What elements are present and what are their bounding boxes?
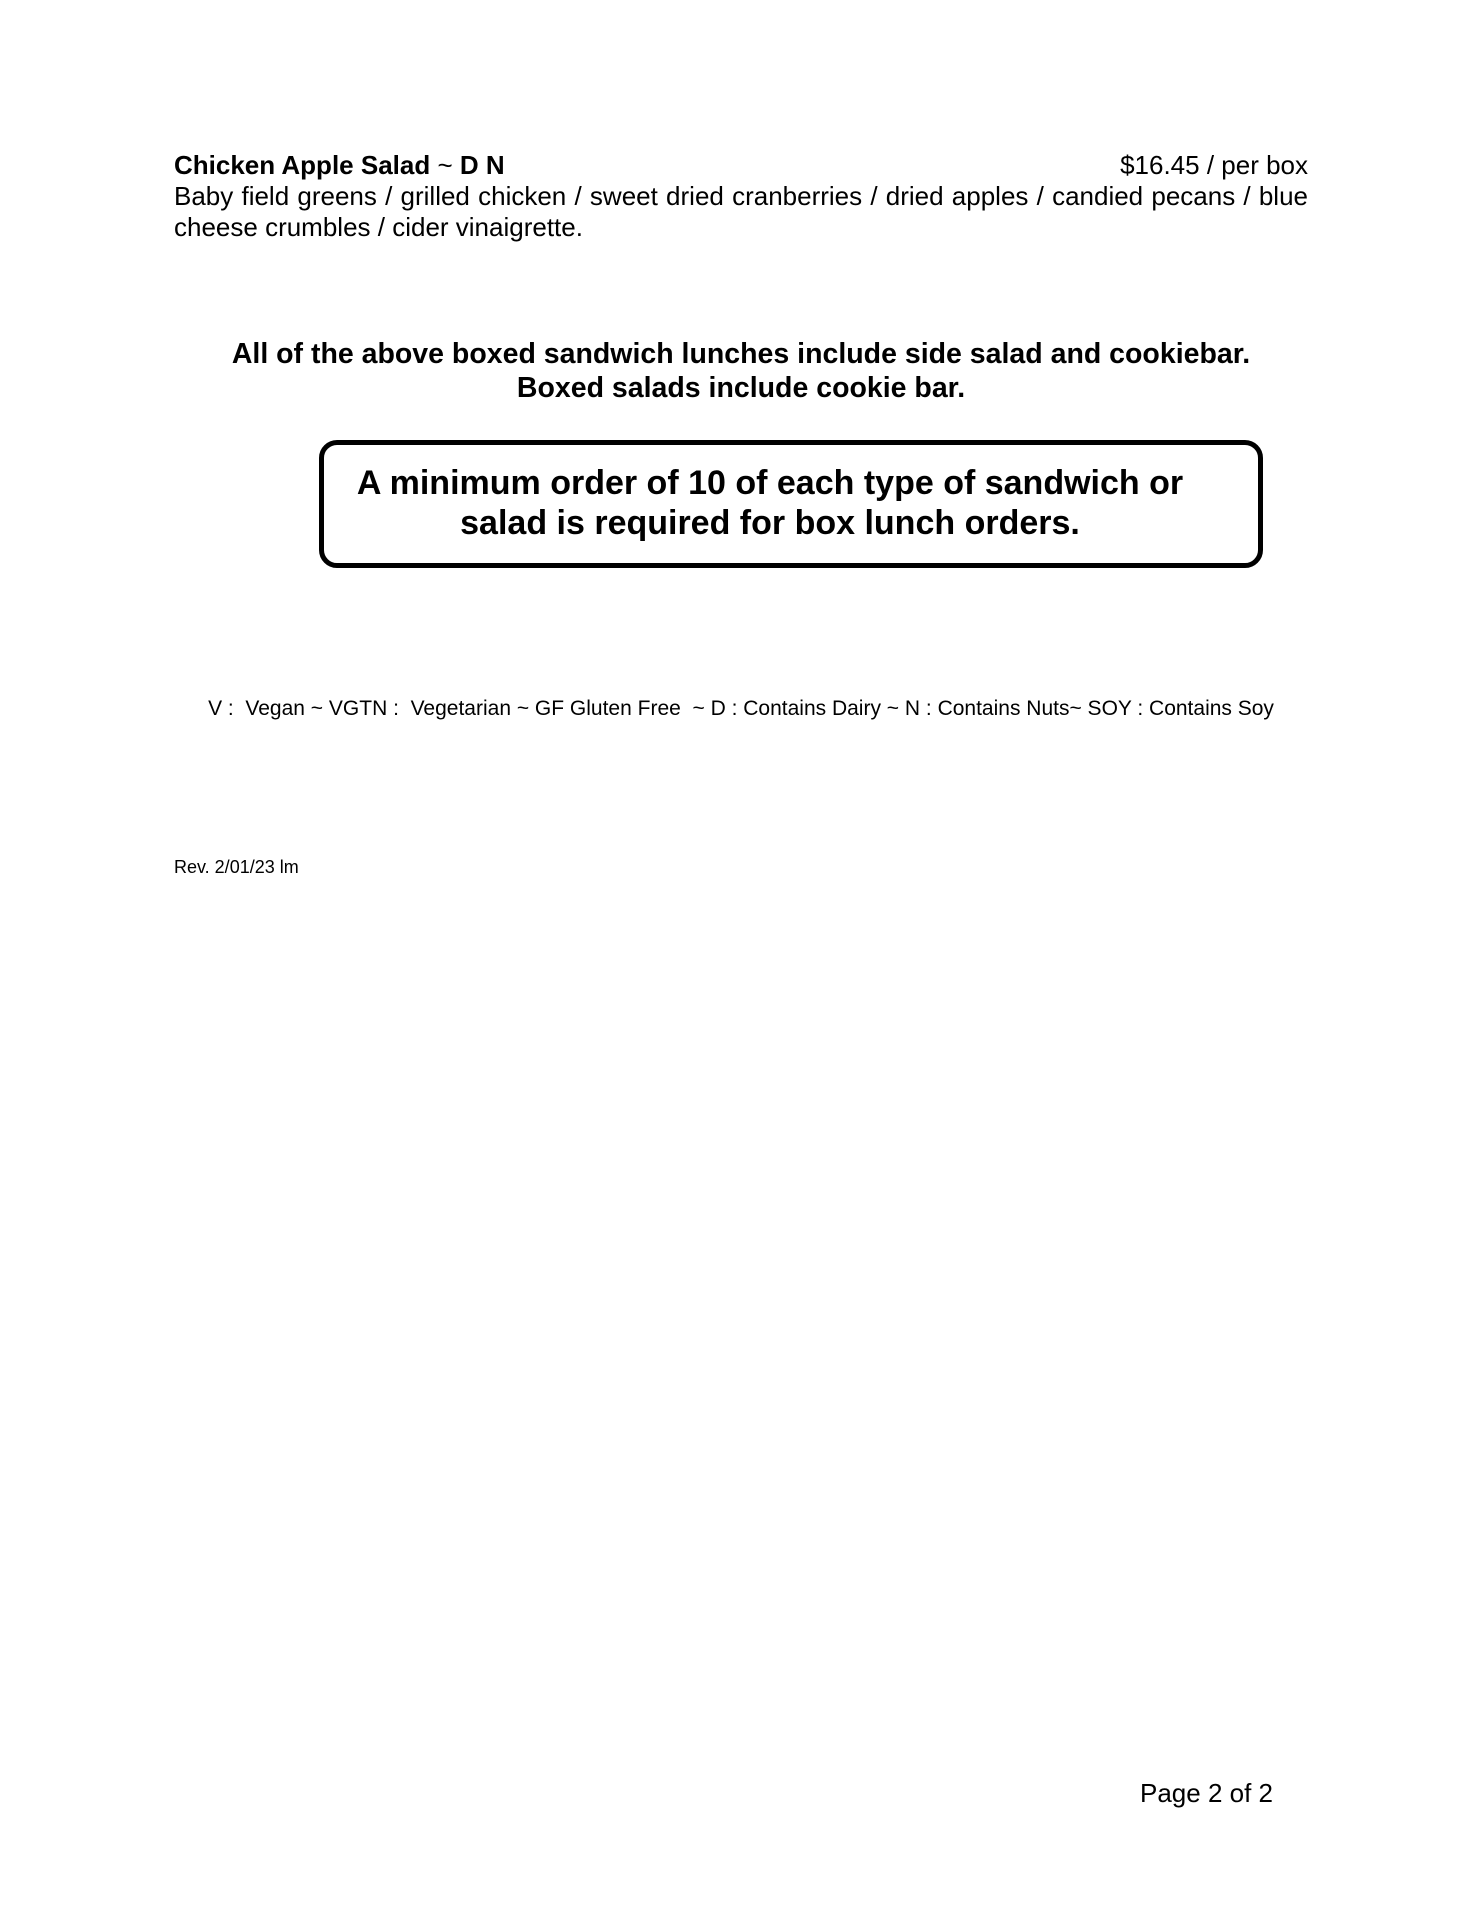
- revision-note: Rev. 2/01/23 lm: [174, 857, 299, 877]
- minimum-order-text: [355, 463, 1185, 543]
- includes-line-2: Boxed salads include cookie bar.: [516, 372, 966, 404]
- menu-item-price: $16.45 / per box: [1120, 150, 1308, 180]
- menu-item-diet-codes: D N: [459, 150, 505, 180]
- minimum-order-box: [319, 440, 1263, 568]
- minimum-order-line-2: salad is required for box lunch orders.: [460, 504, 1080, 542]
- menu-item-header: [174, 149, 1308, 181]
- menu-item-description: Baby field greens / grilled chicken / sweet dried cranberries / dried apples / candied pecans / blue cheese crumbles / cider vinaigrette.: [174, 181, 1308, 242]
- dietary-legend: V : Vegan ~ VGTN : Vegetarian ~ GF Gluten Free ~ D : Contains Dairy ~ N : Contains Nuts~ SOY : Contains Soy: [208, 697, 1274, 720]
- includes-note: [174, 337, 1308, 405]
- minimum-order-line-1: A minimum order of 10 of each type of sandwich or: [356, 464, 1184, 502]
- includes-line-1: All of the above boxed sandwich lunches include side salad and cookiebar.: [231, 338, 1251, 370]
- menu-item-chicken-apple-salad: [174, 149, 1308, 243]
- menu-item-separator: ~: [430, 150, 460, 180]
- menu-item-name: Chicken Apple Salad: [174, 150, 431, 180]
- page-number: Page 2 of 2: [1140, 1778, 1273, 1808]
